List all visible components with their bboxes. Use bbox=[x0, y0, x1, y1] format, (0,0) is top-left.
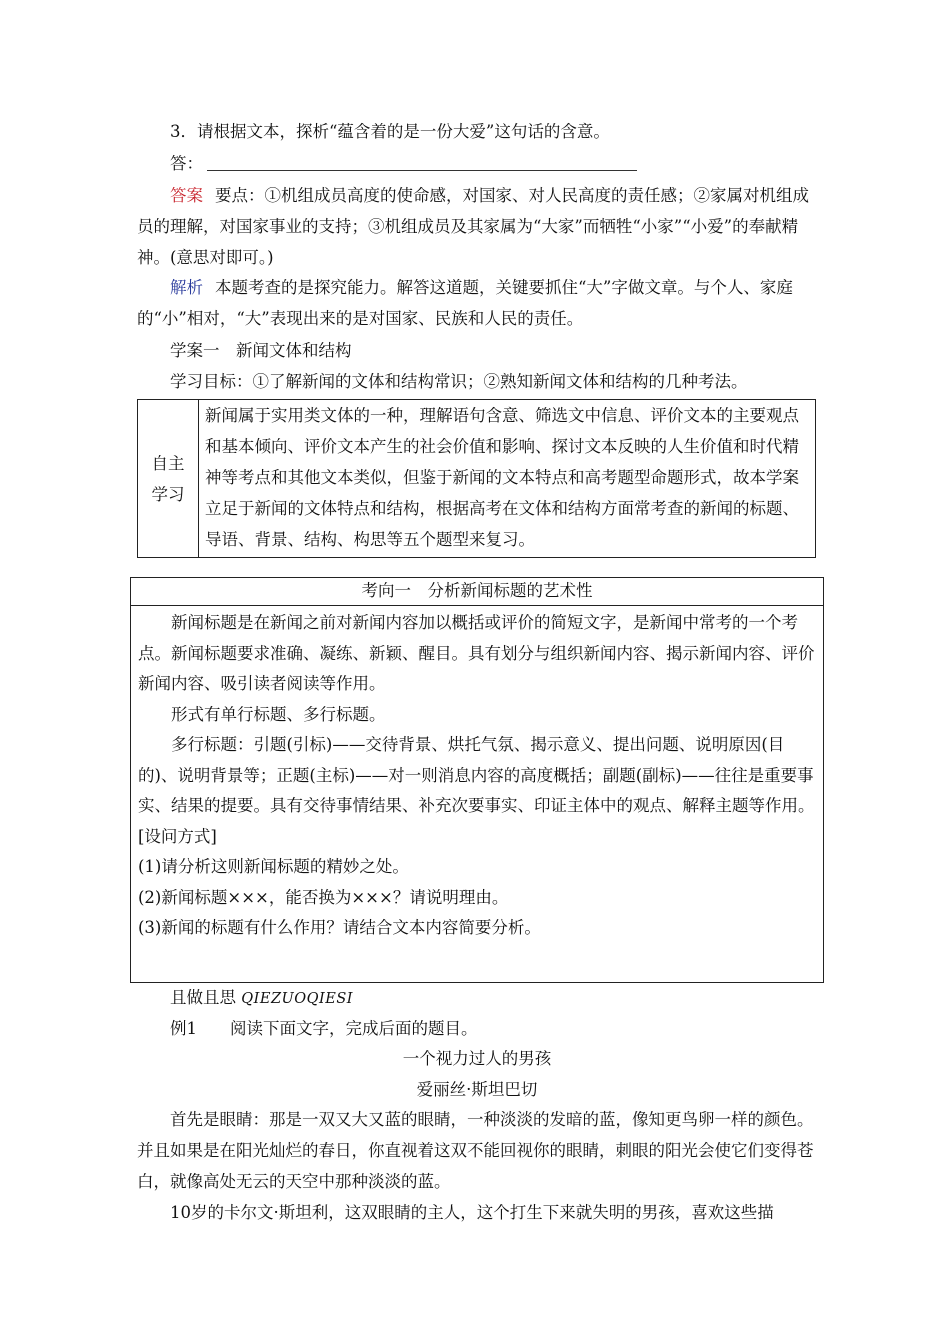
direction-one-box bbox=[130, 577, 824, 983]
answer-blank bbox=[207, 152, 637, 171]
self-study-text: 新闻属于实用类文体的一种，理解语句含意、筛选文中信息、评价文本的主要观点和基本倾向、评价文本产生的社会价值和影响、探讨文本反映的人生价值和时代精神等考点和其他文本类似，但鉴于新闻的文本特点和高考题型命题形式，故本学案立足于新闻的文体特点和结构，根据高考在文体和结构方面常考查的新闻的标题、导语、背景、结构、构思等五个题型来复习。 bbox=[205, 406, 799, 549]
self-study-label bbox=[138, 400, 199, 557]
direction-one-para3: 多行标题：引题(引标)——交待背景、烘托气氛、揭示意义、提出问题、说明原因(目的)、说明背景等；正题(主标)——对一则消息内容的高度概括；副题(副标)——往往是重要事实、结果的提要。具有交待事情结果、补充次要事实、印证主体中的观点、解释主题等作用。 bbox=[138, 735, 815, 815]
answer-text: 要点：①机组成员高度的使命感，对国家、对人民高度的责任感；②家属对机组成员的理解，对国家事业的支持；③机组成员及其家属为“大家”而牺牲“小家”“小爱”的奉献精神。(意思对即可。) bbox=[137, 186, 809, 267]
direction-one-header: 考向一 分析新闻标题的艺术性 bbox=[131, 578, 823, 606]
story-para1: 首先是眼睛：那是一双又大又蓝的眼睛，一种淡淡的发暗的蓝，像知更鸟卵一样的颜色。并且如果是在阳光灿烂的春日，你直视着这双不能回视你的眼睛，刺眼的阳光会使它们变得苍白，就像高处无云的天空中那种淡淡的蓝。 bbox=[137, 1110, 814, 1191]
direction-one-para2: 形式有单行标题、多行标题。 bbox=[171, 704, 386, 724]
story-title: 一个视力过人的男孩 bbox=[402, 1049, 552, 1068]
story-author: 爱丽丝·斯坦巴切 bbox=[416, 1080, 538, 1099]
direction-one-para1: 新闻标题是在新闻之前对新闻内容加以概括或评价的简短文字，是新闻中常考的一个考点。新闻标题要求准确、凝练、新颖、醒目。具有划分与组织新闻内容、揭示新闻内容、评价新闻内容、吸引读者阅读等作用。 bbox=[138, 613, 815, 693]
answer-block bbox=[137, 180, 817, 273]
analysis-text: 本题考查的是探究能力。解答这道题，关键要抓住“大”字做文章。与个人、家庭的“小”相对，“大”表现出来的是对国家、民族和人民的责任。 bbox=[137, 278, 793, 328]
analysis-block bbox=[137, 272, 817, 334]
analysis-label: 解析 bbox=[170, 278, 203, 297]
practice-heading bbox=[137, 982, 817, 1015]
answer-line bbox=[137, 148, 817, 179]
self-study-table bbox=[137, 399, 816, 558]
ask-item-3: (3)新闻的标题有什么作用？请结合文本内容简要分析。 bbox=[138, 918, 541, 937]
ask-heading: [设问方式] bbox=[138, 826, 217, 846]
study-goal: 学习目标：①了解新闻的文体和结构常识；②熟知新闻文体和结构的几种考法。 bbox=[170, 372, 748, 391]
ask-item-1: (1)请分析这则新闻标题的精妙之处。 bbox=[138, 857, 409, 876]
practice-heading-en: QIEZUOQIESI bbox=[241, 991, 353, 1007]
practice-heading-cn: 且做且思 bbox=[170, 988, 236, 1007]
study-plan-title: 学案一 新闻文体和结构 bbox=[170, 341, 352, 360]
self-study-label-text: 自主学习 bbox=[151, 453, 185, 504]
answer-label: 答案 bbox=[170, 186, 203, 205]
ask-item-2: (2)新闻标题×××，能否换为×××？请说明理由。 bbox=[138, 887, 509, 907]
example-intro: 例1 阅读下面文字，完成后面的题目。 bbox=[170, 1019, 478, 1038]
story-para2: 10岁的卡尔文·斯坦利，这双眼睛的主人，这个打生下来就失明的男孩，喜欢这些描 bbox=[170, 1203, 774, 1222]
question-3: 3．请根据文本，探析“蕴含着的是一份大爱”这句话的含意。 bbox=[170, 122, 610, 141]
answer-prompt: 答： bbox=[170, 154, 203, 173]
